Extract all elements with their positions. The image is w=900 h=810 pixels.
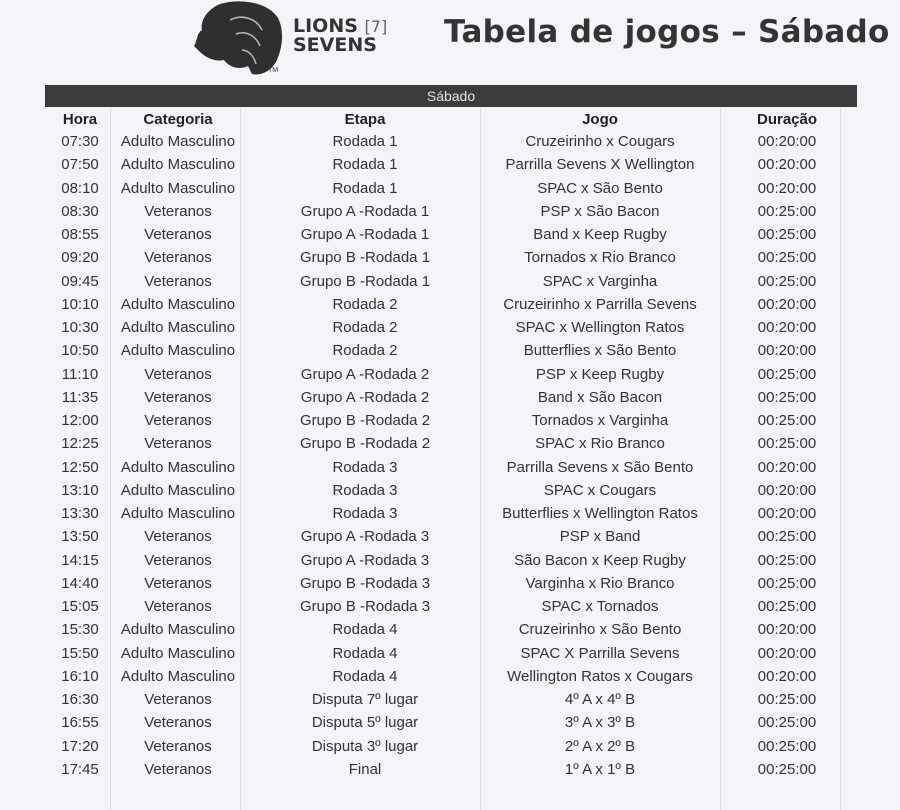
etapa-cell: Rodada 2 [332, 342, 398, 360]
jogo-cell: 2º A x 2º B [564, 737, 636, 755]
duracao-cell: 00:25:00 [757, 760, 817, 778]
jogo-cell: Parrilla Sevens x São Bento [506, 458, 694, 476]
duracao-cell: 00:20:00 [757, 481, 817, 499]
table-row [45, 595, 857, 618]
hora-cell: 10:30 [61, 319, 99, 336]
duracao-cell: 00:20:00 [757, 505, 817, 522]
brand-name [293, 17, 387, 54]
jogo-cell: 3º A x 3º B [564, 714, 636, 732]
categoria-cell: Veteranos [144, 388, 212, 406]
hora-cell: 08:10 [61, 179, 99, 197]
hora-cell: 09:45 [61, 272, 99, 290]
categoria-cell: Adulto Masculino [120, 133, 236, 150]
duracao-cell: 00:20:00 [757, 133, 817, 150]
hora-cell: 16:55 [61, 714, 99, 732]
jogo-cell: PSP x São Bacon [540, 202, 660, 220]
table-row [45, 432, 857, 455]
etapa-cell: Rodada 1 [332, 156, 398, 174]
etapa-cell: Rodada 3 [332, 481, 398, 499]
categoria-cell: Adulto Masculino [120, 481, 236, 499]
hora-cell: 07:50 [61, 156, 99, 174]
table-row [45, 665, 857, 688]
hora-cell: 13:10 [61, 481, 99, 499]
table-row [45, 130, 857, 153]
table-row [45, 525, 857, 548]
categoria-cell: Veteranos [144, 202, 212, 220]
duracao-cell: 00:20:00 [757, 179, 817, 197]
categoria-cell: Veteranos [144, 365, 212, 383]
table-row [45, 363, 857, 386]
categoria-cell: Adulto Masculino [120, 505, 236, 522]
jogo-cell: SPAC x Tornados [541, 598, 659, 615]
etapa-cell: Rodada 4 [332, 667, 398, 685]
column-header-etapa: Etapa [344, 111, 386, 128]
categoria-cell: Veteranos [144, 714, 212, 732]
etapa-cell: Grupo A -Rodada 1 [300, 202, 430, 220]
duracao-cell: 00:25:00 [757, 598, 817, 615]
jogo-cell: Wellington Ratos x Cougars [507, 667, 693, 685]
duracao-cell: 00:20:00 [757, 156, 817, 174]
categoria-cell: Veteranos [144, 760, 212, 778]
jogo-cell: SPAC x Rio Branco [535, 435, 665, 453]
jogo-cell: 4º A x 4º B [564, 691, 636, 708]
table-row [45, 758, 857, 781]
etapa-cell: Grupo B -Rodada 2 [299, 412, 431, 429]
table-row [45, 200, 857, 223]
jogo-cell: SPAC x Cougars [543, 481, 657, 499]
jogo-cell: Cruzeirinho x Cougars [525, 133, 675, 150]
hora-cell: 12:00 [61, 412, 99, 429]
table-row [45, 339, 857, 362]
duracao-cell: 00:20:00 [757, 621, 817, 639]
column-header-categoria: Categoria [143, 111, 213, 128]
hora-cell: 16:10 [61, 667, 99, 685]
hora-cell: 09:20 [61, 249, 99, 267]
table-row [45, 177, 857, 200]
table-row [45, 153, 857, 176]
etapa-cell: Grupo B -Rodada 2 [299, 435, 431, 453]
etapa-cell: Grupo B -Rodada 3 [299, 598, 431, 615]
etapa-cell: Grupo A -Rodada 1 [300, 226, 430, 243]
categoria-cell: Adulto Masculino [120, 179, 236, 197]
brand-line1: LIONS [293, 15, 358, 37]
etapa-cell: Rodada 1 [332, 133, 398, 150]
categoria-cell: Adulto Masculino [120, 319, 236, 336]
categoria-cell: Veteranos [144, 598, 212, 615]
etapa-cell: Final [348, 760, 382, 778]
categoria-cell: Veteranos [144, 528, 212, 546]
jogo-cell: PSP x Keep Rugby [535, 365, 665, 383]
hora-cell: 07:30 [61, 133, 99, 150]
hora-cell: 14:15 [61, 551, 99, 569]
etapa-cell: Rodada 4 [332, 644, 398, 662]
jogo-cell: SPAC x São Bento [537, 179, 663, 197]
table-row [45, 502, 857, 525]
categoria-cell: Adulto Masculino [120, 667, 236, 685]
section-header-bar: Sábado [45, 85, 857, 107]
column-header-hora: Hora [62, 111, 98, 128]
table-row [45, 246, 857, 269]
categoria-cell: Veteranos [144, 249, 212, 267]
hora-cell: 13:50 [61, 528, 99, 546]
hora-cell: 17:20 [61, 737, 99, 755]
table-row [45, 642, 857, 665]
jogo-cell: PSP x Band [559, 528, 641, 546]
column-header-duracao: Duração [756, 111, 818, 128]
etapa-cell: Grupo B -Rodada 1 [299, 272, 431, 290]
categoria-cell: Adulto Masculino [120, 295, 236, 313]
jogo-cell: SPAC x Varginha [542, 272, 658, 290]
categoria-cell: Adulto Masculino [120, 458, 236, 476]
etapa-cell: Grupo A -Rodada 2 [300, 388, 430, 406]
etapa-cell: Grupo A -Rodada 2 [300, 365, 430, 383]
trademark: TM [268, 67, 279, 74]
categoria-cell: Veteranos [144, 272, 212, 290]
duracao-cell: 00:25:00 [757, 272, 817, 290]
hora-cell: 15:30 [61, 621, 99, 639]
hora-cell: 10:10 [61, 295, 99, 313]
etapa-cell: Grupo A -Rodada 3 [300, 528, 430, 546]
jogo-cell: São Bacon x Keep Rugby [514, 551, 686, 569]
hora-cell: 08:30 [61, 202, 99, 220]
jogo-cell: Tornados x Rio Branco [524, 249, 676, 267]
table-row [45, 223, 857, 246]
table-row [45, 270, 857, 293]
jogo-cell: Tornados x Varginha [531, 412, 669, 429]
table-row [45, 711, 857, 734]
hora-cell: 08:55 [61, 226, 99, 243]
table-row [45, 735, 857, 758]
categoria-cell: Veteranos [144, 574, 212, 592]
table-header-row [45, 108, 857, 131]
table-row [45, 688, 857, 711]
duracao-cell: 00:25:00 [757, 528, 817, 546]
etapa-cell: Rodada 3 [332, 505, 398, 522]
categoria-cell: Veteranos [144, 435, 212, 453]
etapa-cell: Disputa 5º lugar [311, 714, 419, 732]
jogo-cell: Cruzeirinho x São Bento [518, 621, 682, 639]
hora-cell: 11:10 [61, 365, 99, 383]
duracao-cell: 00:25:00 [757, 551, 817, 569]
duracao-cell: 00:25:00 [757, 574, 817, 592]
hora-cell: 15:05 [61, 598, 99, 615]
duracao-cell: 00:25:00 [757, 365, 817, 383]
table-row [45, 293, 857, 316]
etapa-cell: Rodada 3 [332, 458, 398, 476]
duracao-cell: 00:25:00 [757, 691, 817, 708]
jogo-cell: 1º A x 1º B [564, 760, 636, 778]
duracao-cell: 00:25:00 [757, 226, 817, 243]
duracao-cell: 00:25:00 [757, 388, 817, 406]
duracao-cell: 00:25:00 [757, 202, 817, 220]
categoria-cell: Adulto Masculino [120, 342, 236, 360]
jogo-cell: Cruzeirinho x Parrilla Sevens [503, 295, 697, 313]
duracao-cell: 00:25:00 [757, 714, 817, 732]
duracao-cell: 00:25:00 [757, 412, 817, 429]
jogo-cell: Band x Keep Rugby [533, 226, 667, 243]
categoria-cell: Adulto Masculino [120, 156, 236, 174]
table-row [45, 479, 857, 502]
duracao-cell: 00:20:00 [757, 295, 817, 313]
brand-badge: [7] [364, 17, 388, 36]
table-row [45, 549, 857, 572]
categoria-cell: Adulto Masculino [120, 644, 236, 662]
jogo-cell: Band x São Bacon [537, 388, 663, 406]
categoria-cell: Veteranos [144, 226, 212, 243]
jogo-cell: Varginha x Rio Branco [525, 574, 675, 592]
table-row [45, 386, 857, 409]
etapa-cell: Rodada 1 [332, 179, 398, 197]
categoria-cell: Veteranos [144, 551, 212, 569]
etapa-cell: Rodada 4 [332, 621, 398, 639]
categoria-cell: Adulto Masculino [120, 621, 236, 639]
duracao-cell: 00:20:00 [757, 644, 817, 662]
jogo-cell: Parrilla Sevens X Wellington [505, 156, 695, 174]
jogo-cell: Butterflies x São Bento [523, 342, 677, 360]
table-row [45, 618, 857, 641]
hora-cell: 10:50 [61, 342, 99, 360]
hora-cell: 14:40 [61, 574, 99, 592]
jogo-cell: SPAC x Wellington Ratos [515, 319, 685, 336]
jogo-cell: Butterflies x Wellington Ratos [502, 505, 698, 522]
table-row [45, 409, 857, 432]
hora-cell: 13:30 [61, 505, 99, 522]
hora-cell: 17:45 [61, 760, 99, 778]
brand-line2: SEVENS [293, 34, 377, 56]
duracao-cell: 00:25:00 [757, 249, 817, 267]
duracao-cell: 00:20:00 [757, 342, 817, 360]
table-row [45, 316, 857, 339]
duracao-cell: 00:20:00 [757, 319, 817, 336]
hora-cell: 11:35 [61, 388, 99, 406]
etapa-cell: Grupo B -Rodada 3 [299, 574, 431, 592]
etapa-cell: Rodada 2 [332, 319, 398, 336]
duracao-cell: 00:20:00 [757, 667, 817, 685]
table-row [45, 572, 857, 595]
etapa-cell: Grupo B -Rodada 1 [299, 249, 431, 267]
duracao-cell: 00:25:00 [757, 435, 817, 453]
column-header-jogo: Jogo [582, 111, 618, 128]
etapa-cell: Rodada 2 [332, 295, 398, 313]
categoria-cell: Veteranos [144, 737, 212, 755]
hora-cell: 12:50 [61, 458, 99, 476]
table-row [45, 456, 857, 479]
etapa-cell: Disputa 3º lugar [311, 737, 419, 755]
categoria-cell: Veteranos [144, 691, 212, 708]
jogo-cell: SPAC X Parrilla Sevens [520, 644, 680, 662]
duracao-cell: 00:20:00 [757, 458, 817, 476]
hora-cell: 12:25 [61, 435, 99, 453]
hora-cell: 16:30 [61, 691, 99, 708]
hora-cell: 15:50 [61, 644, 99, 662]
duracao-cell: 00:25:00 [757, 737, 817, 755]
page-title: Tabela de jogos – Sábado [444, 14, 890, 50]
categoria-cell: Veteranos [144, 412, 212, 429]
etapa-cell: Grupo A -Rodada 3 [300, 551, 430, 569]
etapa-cell: Disputa 7º lugar [311, 691, 419, 708]
